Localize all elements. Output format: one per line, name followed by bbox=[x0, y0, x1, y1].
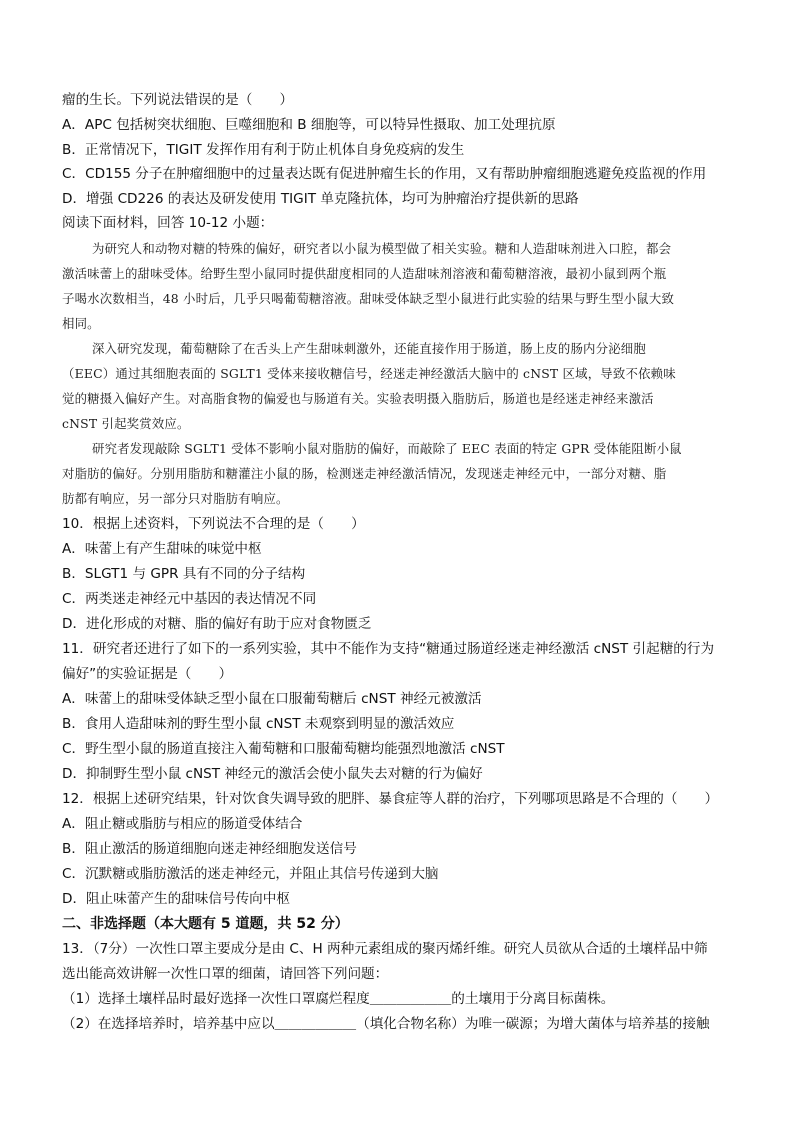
material-line: cNST 引起奖赏效应。 bbox=[62, 416, 190, 431]
q9-option-c: C．CD155 分子在肿瘤细胞中的过量表达既有促进肿瘤生长的作用，又有帮助肿瘤细胞逃避免疫监视的作用 bbox=[62, 166, 707, 182]
q9-stem: 瘤的生长。下列说法错误的是（ ） bbox=[62, 92, 294, 108]
q12-option-a: A．阻止糖或脂肪与相应的肠道受体结合 bbox=[62, 816, 303, 832]
material-line: （EEC）通过其细胞表面的 SGLT1 受体来接收糖信号，经迷走神经激活大脑中的 cNST 区域，导致不依赖味 bbox=[62, 366, 676, 381]
q11-option-c: C．野生型小鼠的肠道直接注入葡萄糖和口服葡萄糖均能强烈地激活 cNST bbox=[62, 741, 505, 757]
material-line: 研究者发现敲除 SGLT1 受体不影响小鼠对脂肪的偏好，而敲除了 EEC 表面的特定 GPR 受体能阻断小鼠 bbox=[92, 441, 682, 456]
q12-stem: 12．根据上述研究结果，针对饮食失调导致的肥胖、暴食症等人群的治疗，下列哪项思路是不合理的（ ） bbox=[62, 791, 719, 807]
q11-stem: 11．研究者还进行了如下的一系列实验，其中不能作为支持“糖通过肠道经迷走神经激活 cNST 引起糖的行为 bbox=[62, 641, 715, 657]
q10-option-a: A．味蕾上有产生甜味的味觉中枢 bbox=[62, 541, 262, 557]
material-line: 觉的糖摄入偏好产生。对高脂食物的偏爱也与肠道有关。实验表明摄入脂肪后，肠道也是经迷走神经来激活 bbox=[62, 391, 654, 406]
q13-stem: 13．（7分）一次性口罩主要成分是由 C、H 两种元素组成的聚丙烯纤维。研究人员欲从合适的土壤样品中筛 bbox=[62, 941, 708, 957]
q11-option-d: D．抑制野生型小鼠 cNST 神经元的激活会使小鼠失去对糖的行为偏好 bbox=[62, 766, 483, 782]
q13-sub-1: （1）选择土壤样品时最好选择一次性口罩腐烂程度＿＿＿＿＿＿的土壤用于分离目标菌株。 bbox=[62, 991, 615, 1007]
material-line: 子喝水次数相当，48 小时后，几乎只喝葡萄糖溶液。甜味受体缺乏型小鼠进行此实验的结果与野生型小鼠大致 bbox=[62, 291, 675, 306]
q9-option-b: B．正常情况下，TIGIT 发挥作用有利于防止机体自身免疫病的发生 bbox=[62, 142, 465, 158]
q12-option-c: C．沉默糖或脂肪激活的迷走神经元，并阻止其信号传递到大脑 bbox=[62, 866, 439, 882]
q11-stem: 偏好”的实验证据是（ ） bbox=[62, 666, 233, 682]
q10-option-d: D．进化形成的对糖、脂的偏好有助于应对食物匮乏 bbox=[62, 616, 372, 632]
material-line: 对脂肪的偏好。分别用脂肪和糖灌注小鼠的肠，检测迷走神经激活情况，发现迷走神经元中，一部分对糖、脂 bbox=[62, 466, 667, 481]
q12-option-d: D．阻止味蕾产生的甜味信号传向中枢 bbox=[62, 891, 290, 907]
q13-sub-2: （2）在选择培养时，培养基中应以＿＿＿＿＿＿（填化合物名称）为唯一碳源；为增大菌体与培养基的接触 bbox=[62, 1016, 710, 1032]
material-line: 激活味蕾上的甜味受体。给野生型小鼠同时提供甜度相同的人造甜味剂溶液和葡萄糖溶液，最初小鼠到两个瓶 bbox=[62, 266, 667, 281]
reading-intro: 阅读下面材料，回答 10-12 小题： bbox=[62, 215, 274, 231]
material-line: 深入研究发现，葡萄糖除了在舌头上产生甜味刺激外，还能直接作用于肠道，肠上皮的肠内分泌细胞 bbox=[92, 341, 646, 356]
q9-option-d: D．增强 CD226 的表达及研发使用 TIGIT 单克隆抗体，均可为肿瘤治疗提供新的思路 bbox=[62, 191, 579, 207]
section-heading: 二、非选择题（本大题有 5 道题，共 52 分） bbox=[62, 916, 349, 932]
q11-option-a: A．味蕾上的甜味受体缺乏型小鼠在口服葡萄糖后 cNST 神经元被激活 bbox=[62, 691, 482, 707]
q10-option-b: B．SLGT1 与 GPR 具有不同的分子结构 bbox=[62, 566, 306, 582]
q12-option-b: B．阻止激活的肠道细胞向迷走神经细胞发送信号 bbox=[62, 841, 357, 857]
material-line: 为研究人和动物对糖的特殊的偏好，研究者以小鼠为模型做了相关实验。糖和人造甜味剂进入口腔，都会 bbox=[92, 241, 672, 256]
q13-stem: 选出能高效讲解一次性口罩的细菌，请回答下列问题： bbox=[62, 966, 389, 982]
q10-option-c: C．两类迷走神经元中基因的表达情况不同 bbox=[62, 591, 317, 607]
q11-option-b: B．食用人造甜味剂的野生型小鼠 cNST 未观察到明显的激活效应 bbox=[62, 716, 455, 732]
q9-option-a: A．APC 包括树突状细胞、巨噬细胞和 B 细胞等，可以特异性摄取、加工处理抗原 bbox=[62, 117, 556, 133]
material-line: 肪都有响应，另一部分只对脂肪有响应。 bbox=[62, 491, 289, 506]
material-line: 相同。 bbox=[62, 316, 100, 331]
q10-stem: 10．根据上述资料，下列说法不合理的是（ ） bbox=[62, 516, 365, 532]
